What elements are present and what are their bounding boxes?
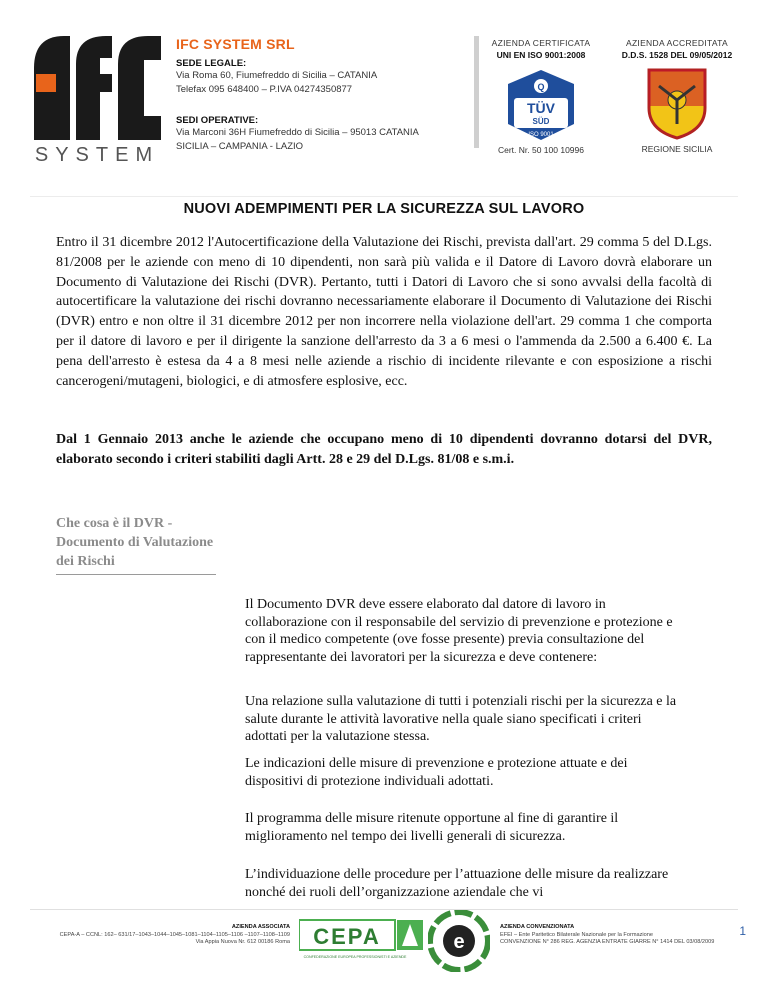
dvr-item: Il programma delle misure ritenute opportune al fine di garantire il miglioramento nel tempo dei livelli generali di sicurezza. — [245, 811, 619, 844]
intro-paragraph: Entro il 31 dicembre 2012 l'Autocertificazione della Valutazione dei Rischi, prevista dall'art. 29 comma 5 del D.Lgs. 81/2008 per le aziende con meno di 10 dipendenti, non sarà più valida e il Datore di Lavoro dovrà elaborare un Documento di Valutazione dei Rischi (DVR). Pertanto, tutti i Datori di Lavoro che si sono avvalsi della facoltà di autocertificare la valutazione dei rischi dovranno necessariamente elaborare il Documento di Valutazione dei Rischi (DVR) entro e non oltre il 31 dicembre 2012 per non incorrere nella violazione dell'art. 29 comma 1 che comporta per il datore di lavoro e per il dirigente la sanzione dell'arresto da 3 a 6 mesi o l'ammenda da 2.500 a 6.400 €. La pena dell'arresto è estesa da 4 a 8 mesi nelle aziende a rischio di incidente rilevante e con esposizione a rischi cancerogeni/mutageni, biologici, e di atmosfere esplosive, ecc. — [56, 235, 712, 389]
cepa-logo-text: CEPA — [313, 924, 381, 949]
tuv-badge-icon — [504, 68, 578, 142]
dvr-intro: Il Documento DVR deve essere elaborato dal datore di lavoro in collaborazione con il responsabile del servizio di prevenzione e protezione e con il medico competente (ove fosse presente) previa consultazione del rappresentante dei lavoratori per la sicurezza e deve contenere: — [245, 597, 673, 665]
company-info — [176, 36, 419, 154]
tuv-badge-iso: ISO 9001 — [528, 132, 554, 138]
header-divider — [474, 36, 479, 148]
svg-text:Q: Q — [537, 82, 545, 92]
assoc-ccnl: CEPA-A – CCNL: 162– 631/17–1043–1044–1045–1081–1104–1105–1106 –1107–1108–1109 — [59, 931, 290, 938]
cert-title: AZIENDA CERTIFICATA — [491, 38, 591, 48]
sicily-crest-icon — [645, 66, 709, 140]
accr-decree: D.D.S. 1528 DEL 09/05/2012 — [621, 50, 733, 60]
assoc-label: AZIENDA ASSOCIATA — [231, 924, 290, 930]
cert-norm: UNI EN ISO 9001:2008 — [496, 50, 586, 60]
associated-info — [28, 924, 290, 947]
assoc-address: Via Appia Nuova Nr. 612 00186 Roma — [195, 939, 290, 946]
page-number: 1 — [739, 924, 746, 938]
conv-line2: CONVENZIONE N° 286 REG. AGENZIA ENTRATE GIARRE N° 1414 DEL 03/08/2009 — [500, 939, 715, 946]
cepa-logo-sub: CONFEDERAZIONE EUROPEA PROFESSIONISTI E AZIENDE — [303, 955, 407, 959]
certification-block — [486, 38, 596, 155]
efei-logo — [428, 910, 490, 972]
svg-text:e: e — [453, 931, 465, 953]
ifc-logo — [30, 30, 165, 165]
conv-label: AZIENDA CONVENZIONATA — [500, 924, 575, 930]
accreditation-block — [606, 38, 748, 154]
tuv-badge-mid: SÜD — [532, 117, 550, 126]
dvr-item: Una relazione sulla valutazione di tutti i potenziali rischi per la sicurezza e la salute durante le attività lavorative nella quale siano specificati i criteri adottati per la valutazione stessa. — [245, 694, 677, 744]
side-heading: Che cosa è il DVR - Documento di Valutazione dei Rischi — [56, 514, 216, 575]
sede-legale-contacts: Telefax 095 648400 – P.IVA 04274350877 — [176, 84, 353, 95]
document-title: NUOVI ADEMPIMENTI PER LA SICUREZZA SUL LAVORO — [183, 201, 585, 217]
company-name: IFC SYSTEM SRL — [176, 36, 295, 52]
conv-line1: EFEI – Ente Paritetico Bilaterale Nazionale per la Formazione — [500, 931, 653, 938]
sede-legale-address: Via Roma 60, Fiumefreddo di Sicilia – CATANIA — [176, 70, 378, 81]
sedi-operative-address: Via Marconi 36H Fiumefreddo di Sicilia – 95013 CATANIA — [176, 127, 419, 138]
cepa-logo — [299, 916, 425, 964]
sedi-operative-label: SEDI OPERATIVE: — [176, 115, 259, 126]
header-separator — [30, 196, 738, 197]
accr-region: REGIONE SICILIA — [641, 144, 713, 154]
sede-legale-label: SEDE LEGALE: — [176, 58, 247, 69]
highlight-paragraph: Dal 1 Gennaio 2013 anche le aziende che occupano meno di 10 dipendenti dovranno dotarsi del DVR, elaborato secondo i criteri stabiliti dagli Artt. 28 e 29 del D.Lgs. 81/08 e s.m.i. — [56, 432, 712, 467]
dvr-item: Le indicazioni delle misure di prevenzione e protezione attuate e dei dispositivi di protezione individuali adottati. — [245, 756, 628, 789]
tuv-badge-top: TÜV — [527, 100, 555, 116]
footer-separator — [30, 909, 738, 910]
convention-info — [500, 924, 740, 947]
logo-word: SYSTEM — [34, 144, 160, 165]
sedi-operative-regions: SICILIA – CAMPANIA - LAZIO — [176, 141, 304, 152]
dvr-item: L’individuazione delle procedure per l’attuazione delle misure da realizzare nonché dei ruoli dell’organizzazione aziendale che vi — [245, 867, 669, 900]
cert-number: Cert. Nr. 50 100 10996 — [497, 145, 584, 155]
accr-title: AZIENDA ACCREDITATA — [625, 38, 729, 48]
